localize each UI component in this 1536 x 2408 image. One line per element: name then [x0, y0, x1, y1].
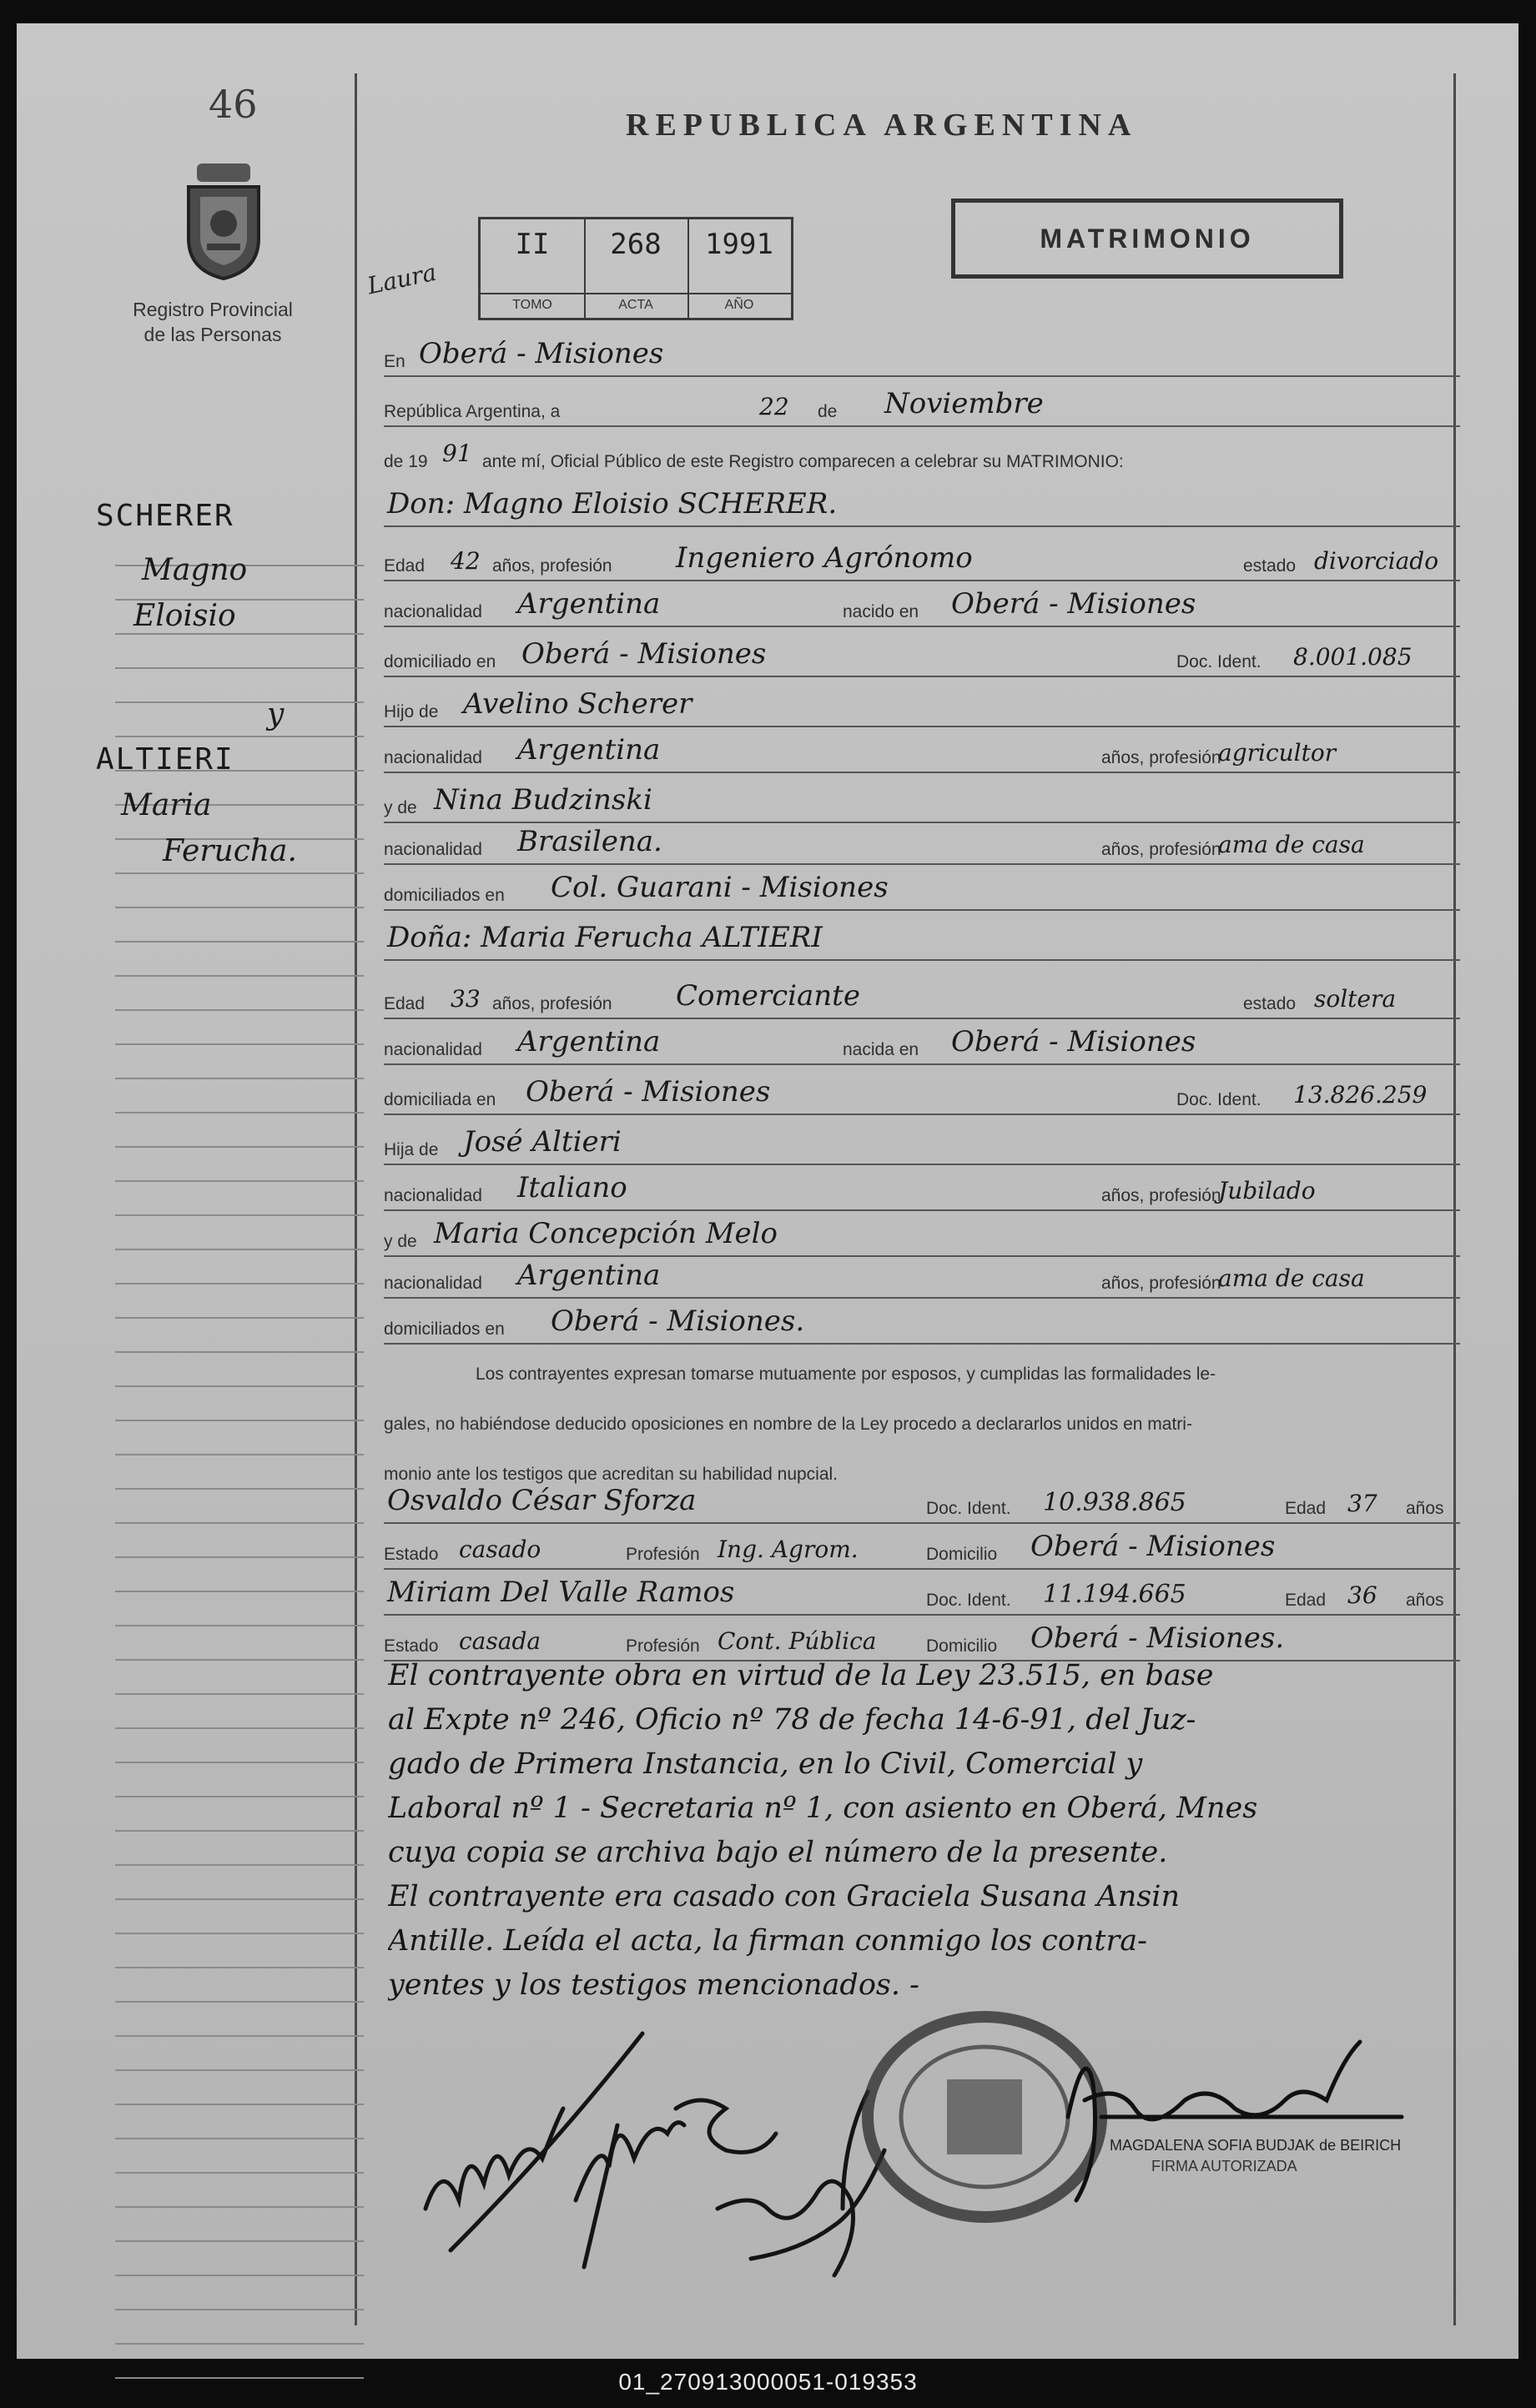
- bride-doc-label: Doc. Ident.: [1176, 1090, 1262, 1109]
- anio-cell: [687, 219, 791, 318]
- bride-domicilio: Oberá - Misiones: [526, 1075, 771, 1108]
- register-page: [17, 23, 1518, 2359]
- groom-nacionalidad: Argentina: [517, 587, 661, 621]
- bride-padre-nac-label: nacionalidad: [384, 1186, 482, 1205]
- year-prefix: de 19: [384, 452, 428, 471]
- witness2-doc: 11.194.665: [1043, 1580, 1186, 1609]
- margin-surname-groom: SCHERER: [96, 499, 234, 533]
- obs-line1: El contrayente obra en virtud de la Ley 23.515, en base: [388, 1659, 1214, 1692]
- witness1-profesion: Ing. Agrom.: [718, 1536, 859, 1563]
- registro-label: [117, 297, 309, 347]
- tomo-value: II: [515, 228, 550, 261]
- witness2-anios: años: [1406, 1591, 1444, 1610]
- acta-value: 268: [610, 228, 662, 261]
- groom-dom-label: domiciliado en: [384, 652, 496, 671]
- obs-line4: Laboral nº 1 - Secretaria nº 1, con asiento en Oberá, Mnes: [388, 1792, 1258, 1825]
- witness1-dom-label: Domicilio: [926, 1545, 998, 1564]
- bride-estado-label: estado: [1243, 994, 1297, 1013]
- bride-edad-label: Edad: [384, 994, 426, 1013]
- row-groom-name: [384, 482, 1460, 532]
- witness2-prof-label: Profesión: [626, 1636, 700, 1656]
- acta-label: ACTA: [584, 293, 687, 313]
- obs-line3: gado de Primera Instancia, en lo Civil, Comercial y: [388, 1747, 1143, 1781]
- obs-line7: Antille. Leída el acta, la firman conmigo los contra-: [388, 1924, 1147, 1958]
- signature-4-stroke: [751, 2150, 884, 2259]
- image-reference: 01_270913000051-019353: [618, 2369, 918, 2395]
- signatures-area: [400, 1992, 1460, 2325]
- paragraph-line3: monio ante los testigos que acreditan su habilidad nupcial.: [384, 1465, 839, 1484]
- paragraph-line2: gales, no habiéndose deducido oposiciones en nombre de la Ley procedo a declararlos unidos en matri-: [384, 1415, 1192, 1434]
- groom-edad: 42: [451, 547, 481, 575]
- anio-label: AÑO: [687, 293, 791, 313]
- bride-padre-nac: Italiano: [517, 1171, 627, 1204]
- obs-line8: yentes y los testigos mencionados. -: [388, 1968, 919, 2002]
- row-date: [384, 382, 1460, 432]
- row-bride-dom: [384, 1070, 1460, 1120]
- obs-line6: El contrayente era casado con Graciela Susana Ansin: [388, 1880, 1180, 1913]
- margin-and: y: [267, 697, 285, 731]
- page-number: 46: [209, 82, 258, 127]
- row-witness1-details: [384, 1525, 1460, 1575]
- row-bride-nac: [384, 1020, 1460, 1070]
- witness1-anios: años: [1406, 1499, 1444, 1518]
- bride-nacida-label: nacida en: [843, 1040, 919, 1059]
- row-witness2: [384, 1571, 1460, 1621]
- bride-madre-nac-label: nacionalidad: [384, 1274, 482, 1293]
- witness1-prof-label: Profesión: [626, 1545, 700, 1564]
- witness2-estado-label: Estado: [384, 1636, 439, 1656]
- signature-3: [676, 2100, 776, 2153]
- witness1-estado-label: Estado: [384, 1545, 439, 1564]
- bride-estado: soltera: [1314, 985, 1397, 1013]
- row-bride-padre-nac: [384, 1166, 1460, 1216]
- groom-padre-prof-label: años, profesión: [1101, 748, 1221, 767]
- stamp-name: MAGDALENA SOFIA BUDJAK de BEIRICH: [1110, 2137, 1402, 2154]
- row-bride-name: [384, 916, 1460, 966]
- witness2-dom-label: Domicilio: [926, 1636, 998, 1656]
- groom-madre-prof: ama de casa: [1218, 831, 1365, 858]
- signature-1: [426, 2109, 563, 2209]
- row-bride-madre-nac: [384, 1254, 1460, 1304]
- row-bride-padre: [384, 1120, 1460, 1170]
- bride-madre-prof: ama de casa: [1218, 1264, 1365, 1292]
- groom-madre-nac-label: nacionalidad: [384, 840, 482, 859]
- bride-madre: Maria Concepción Melo: [434, 1217, 778, 1250]
- witness2-estado: casada: [459, 1627, 541, 1655]
- groom-doc: 8.001.085: [1293, 643, 1413, 671]
- groom-domicilio: Oberá - Misiones: [521, 637, 767, 671]
- groom-nacido-label: nacido en: [843, 602, 919, 621]
- registro-line1: Registro Provincial: [133, 299, 293, 320]
- registrar-signature-stroke: [1085, 2042, 1360, 2119]
- bride-madre-prof-label: años, profesión: [1101, 1274, 1221, 1293]
- groom-padre-nac-label: nacionalidad: [384, 748, 482, 767]
- witness2-domicilio: Oberá - Misiones.: [1030, 1621, 1285, 1655]
- matrimonio-box: MATRIMONIO: [951, 199, 1343, 279]
- groom-profesion: Ingeniero Agrónomo: [676, 541, 973, 575]
- year-suffix: 91: [442, 440, 472, 467]
- anio-value: 1991: [705, 228, 773, 261]
- bride-hija-label: Hija de: [384, 1140, 439, 1159]
- observations-block: [388, 1654, 1464, 2008]
- bride-padres-dom: Oberá - Misiones.: [551, 1305, 805, 1338]
- groom-padre: Avelino Scherer: [463, 687, 692, 721]
- obs-line2: al Expte nº 246, Oficio nº 78 de fecha 14-6-91, del Juz-: [388, 1703, 1196, 1737]
- margin-groom-name1: Magno: [142, 553, 248, 587]
- witness1-edad-label: Edad: [1285, 1499, 1327, 1518]
- bride-yde-label: y de: [384, 1232, 417, 1251]
- groom-hijo-label: Hijo de: [384, 702, 439, 721]
- signature-2: [576, 2123, 684, 2200]
- groom-prof-label: años, profesión: [492, 556, 612, 576]
- bride-padre-prof: Jubilado: [1218, 1177, 1316, 1204]
- groom-madre-nac: Brasilena.: [517, 825, 662, 858]
- witness1-doc-label: Doc. Ident.: [926, 1499, 1011, 1518]
- declaration-paragraph: [384, 1350, 1452, 1500]
- witness1-name: Osvaldo César Sforza: [387, 1484, 697, 1517]
- row-groom-madre-nac: [384, 820, 1460, 870]
- bride-nacida: Oberá - Misiones: [951, 1025, 1196, 1058]
- bride-madre-nac: Argentina: [517, 1259, 661, 1292]
- witness1-estado: casado: [459, 1536, 541, 1563]
- registro-seal-icon: [182, 163, 265, 280]
- obs-line5: cuya copia se archiva bajo el número de la presente.: [388, 1836, 1168, 1869]
- month-value: Noviembre: [884, 387, 1044, 420]
- witness1-domicilio: Oberá - Misiones: [1030, 1530, 1276, 1563]
- row-bride-edad: [384, 974, 1460, 1024]
- witness2-doc-label: Doc. Ident.: [926, 1591, 1011, 1610]
- en-label: En: [384, 352, 405, 371]
- groom-doms-label: domiciliados en: [384, 886, 505, 905]
- bride-prof-label: años, profesión: [492, 994, 612, 1013]
- tomo-label: TOMO: [481, 293, 584, 313]
- bride-doc: 13.826.259: [1293, 1081, 1428, 1108]
- groom-name: Don: Magno Eloisio SCHERER.: [387, 487, 838, 520]
- row-bride-padres-dom: [384, 1300, 1460, 1350]
- bride-dom-label: domiciliada en: [384, 1090, 496, 1109]
- groom-estado-label: estado: [1243, 556, 1297, 576]
- row-year: [384, 432, 1460, 482]
- groom-padres-dom: Col. Guarani - Misiones: [551, 871, 889, 904]
- row-groom-dom: [384, 632, 1460, 682]
- groom-estado: divorciado: [1314, 547, 1439, 575]
- registro-line2: de las Personas: [144, 324, 282, 345]
- row-groom-nac: [384, 582, 1460, 632]
- de-label: de: [818, 402, 838, 421]
- witness1-doc: 10.938.865: [1043, 1488, 1186, 1517]
- bride-profesion: Comerciante: [676, 979, 860, 1013]
- margin-surname-bride: ALTIERI: [96, 742, 234, 777]
- year-text: ante mí, Oficial Público de este Registro comparecen a celebrar su MATRIMONIO:: [482, 452, 1124, 471]
- groom-nac-label: nacionalidad: [384, 602, 482, 621]
- paragraph-line1: Los contrayentes expresan tomarse mutuamente por esposos, y cumplidas las formalidades le-: [476, 1365, 1216, 1384]
- bride-padre: José Altieri: [463, 1125, 622, 1159]
- republica-label: República Argentina, a: [384, 402, 561, 421]
- row-witness1: [384, 1479, 1460, 1529]
- groom-nacido: Oberá - Misiones: [951, 587, 1196, 621]
- tomo-acta-box: [478, 217, 793, 320]
- tomo-cell: [481, 219, 586, 318]
- margin-groom-name2: Eloisio: [133, 599, 236, 633]
- row-groom-padres-dom: [384, 866, 1460, 916]
- document-title: REPUBLICA ARGENTINA: [626, 108, 1138, 143]
- day-value: 22: [759, 393, 789, 420]
- bride-nacionalidad: Argentina: [517, 1025, 661, 1058]
- witness1-edad: 37: [1347, 1490, 1377, 1517]
- margin-bride-name2: Ferucha.: [163, 834, 297, 868]
- bride-padre-prof-label: años, profesión: [1101, 1186, 1221, 1205]
- signature-2-stroke: [584, 2125, 617, 2267]
- place-value: Oberá - Misiones: [419, 337, 664, 370]
- row-groom-padre: [384, 682, 1460, 732]
- acta-cell: [584, 219, 689, 318]
- stamp-role: FIRMA AUTORIZADA: [1151, 2158, 1297, 2174]
- row-groom-padre-nac: [384, 728, 1460, 778]
- groom-madre-prof-label: años, profesión: [1101, 840, 1221, 859]
- witness2-profesion: Cont. Pública: [718, 1627, 877, 1655]
- witness2-edad-label: Edad: [1285, 1591, 1327, 1610]
- groom-madre: Nina Budzinski: [434, 783, 652, 817]
- bride-edad: 33: [451, 985, 481, 1013]
- bride-doms-label: domiciliados en: [384, 1320, 505, 1339]
- witness2-edad: 36: [1347, 1581, 1377, 1609]
- margin-bride-name1: Maria: [121, 788, 212, 822]
- groom-padre-nac: Argentina: [517, 733, 661, 767]
- bride-name: Doña: Maria Ferucha ALTIERI: [387, 921, 823, 954]
- witness2-name: Miriam Del Valle Ramos: [387, 1576, 735, 1609]
- groom-doc-label: Doc. Ident.: [1176, 652, 1262, 671]
- groom-yde-label: y de: [384, 798, 417, 817]
- row-groom-edad: [384, 536, 1460, 586]
- row-place: [384, 332, 1460, 382]
- groom-edad-label: Edad: [384, 556, 426, 576]
- bride-nac-label: nacionalidad: [384, 1040, 482, 1059]
- groom-padre-prof: agricultor: [1218, 739, 1337, 767]
- corner-handwriting: Laura: [365, 258, 439, 300]
